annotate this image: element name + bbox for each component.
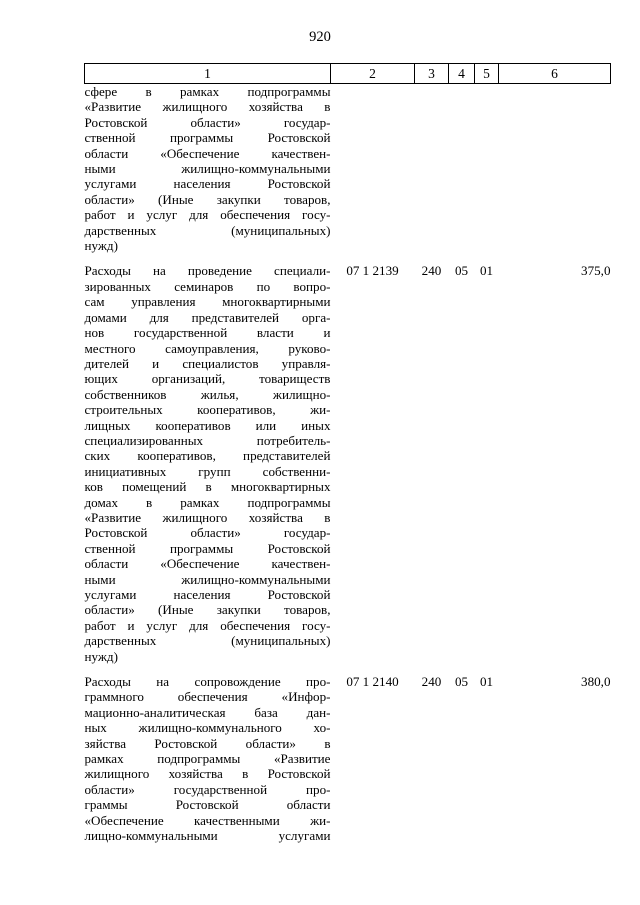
row-csr: 07 1 2140 — [346, 674, 399, 690]
row-csr — [331, 84, 415, 254]
row-pr — [475, 84, 499, 254]
table-header — [85, 64, 611, 84]
row-description: сфере в рамках подпрограммы «Развитие жилищного хозяйства в Ростовской области» государ- ственной программы Ростовской области «Обеспечение качествен- ными жилищно-коммунальными услугами населения Ростовской области» (Иные закупки товаров, работ и услуг для обеспечения госу- дарственных (муниципальных) нужд) — [84, 84, 331, 254]
row-sum: 380,0 — [581, 674, 611, 690]
header-col-6: 6 — [499, 64, 611, 84]
row-sum — [499, 84, 611, 254]
row-vr: 240 — [421, 263, 442, 279]
row-rz: 05 — [454, 674, 469, 690]
row-description: Расходы на проведение специали- зированных семинаров по вопро- сам управления многоквартирными домами для представителей орга- нов государственной власти и местного самоуправления, руково- дителей и специалистов управля- ющих организаций, товариществ собственников жилья, жилищно- строительных кооперативов, жи- лищных кооперативов или иных специализированных потребитель- ских кооперативов, представителей инициативных групп собственни- ков помещений в многоквартирных домах в рамках подпрограммы «Развитие жилищного хозяйства в Ростовской области» государ- ственной программы Ростовской области «Обеспечение качествен- ными жилищно-коммунальными услугами населения Ростовской области» (Иные закупки товаров, работ и услуг для обеспечения госу- дарственных (муниципальных) нужд) — [84, 263, 331, 664]
row-vr: 240 — [421, 674, 442, 690]
header-col-1: 1 — [85, 64, 331, 84]
row-rz: 05 — [454, 263, 469, 279]
row-rz — [449, 84, 475, 254]
header-col-2: 2 — [331, 64, 415, 84]
table-row — [85, 253, 611, 664]
header-col-5: 5 — [475, 64, 499, 84]
header-col-4: 4 — [449, 64, 475, 84]
header-col-3: 3 — [415, 64, 449, 84]
budget-table — [84, 63, 611, 844]
row-description: Расходы на сопровождение про- граммного обеспечения «Инфор- мационно-аналитическая база дан- ных жилищно-коммунального хо- зяйства Ростовской области» в рамках подпрограммы «Развитие жилищного хозяйства в Ростовской области» государственной про- граммы Ростовской области «Обеспечение качественными жи- лищно-коммунальными услугами — [84, 674, 331, 844]
page-number: 920 — [309, 29, 331, 45]
row-pr: 01 — [479, 263, 494, 279]
table-row — [85, 84, 611, 254]
table-row — [85, 664, 611, 843]
row-sum: 375,0 — [581, 263, 611, 279]
row-csr: 07 1 2139 — [346, 263, 399, 279]
row-vr — [415, 84, 449, 254]
row-pr: 01 — [479, 674, 494, 690]
